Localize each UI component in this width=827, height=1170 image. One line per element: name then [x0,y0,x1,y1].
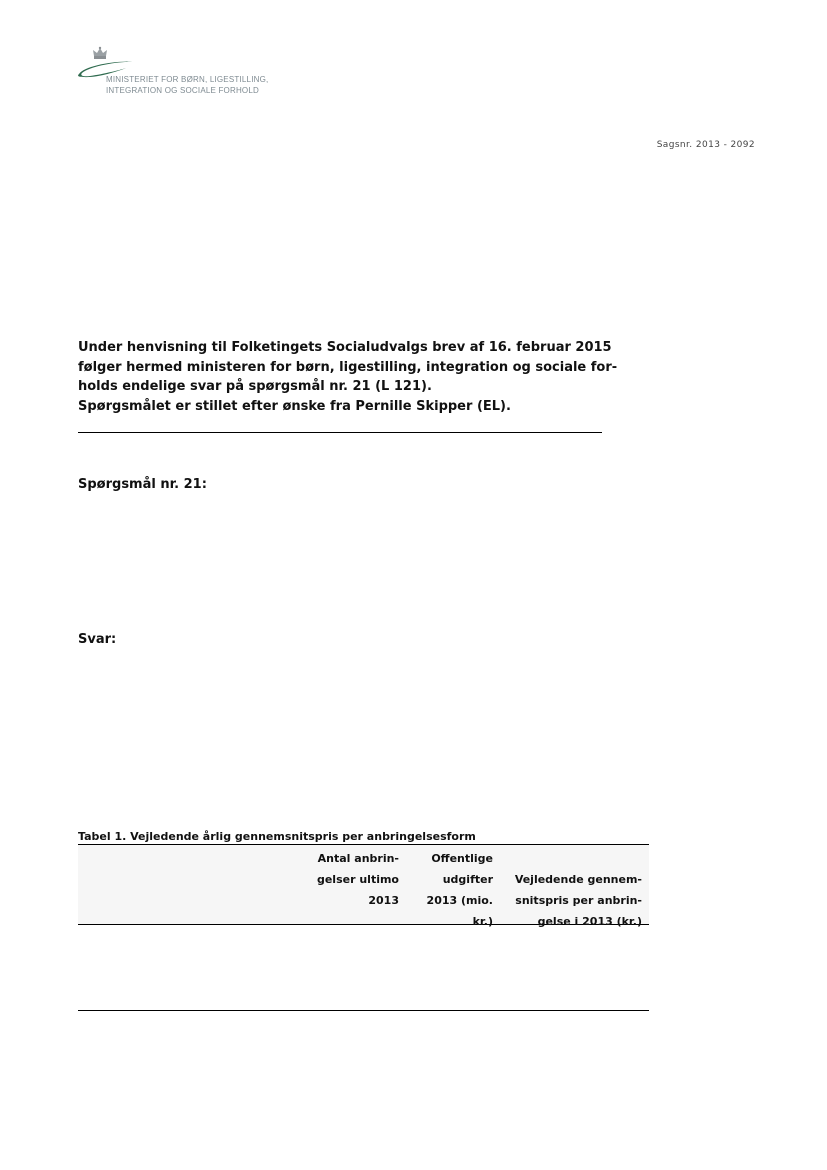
ministry-logo [76,46,276,98]
intro-line: Under henvisning til Folketingets Socialudvalgs brev af 16. februar 2015 [78,340,612,355]
divider [78,432,602,433]
table-bottom-rule [78,1010,649,1011]
header-text: gelser ultimo [316,873,399,886]
table-header-cell [308,845,406,924]
intro-line: Spørgsmålet er stillet efter ønske fra Pernille Skipper (EL). [78,398,511,414]
header-text: Vejledende gennem- [514,873,642,886]
header-text: udgifter [442,873,493,886]
logo-line-2: INTEGRATION OG SOCIALE FORHOLD [106,86,259,95]
intro-line: følger hermed ministeren for børn, ligestilling, integration og sociale for- [78,359,618,375]
header-text: snitspris per anbrin- [515,894,642,907]
table-caption: Tabel 1. Vejledende årlig gennemsnitspris per anbringelsesform [78,830,476,843]
case-number: Sagsnr. 2013 - 2092 [656,140,755,150]
header-text: 2013 [368,894,399,907]
table-header-cell [78,845,308,924]
table-header-cell [500,845,649,928]
table-header-cell [406,845,500,928]
header-text: Antal anbrin- [317,852,399,865]
header-text: kr.) [472,915,493,928]
table-header [78,844,649,928]
header-text: 2013 (mio. [426,894,493,907]
header-text: gelse i 2013 (kr.) [537,915,642,928]
logo-line-1: MINISTERIET FOR BØRN, LIGESTILLING, [106,75,269,84]
intro-paragraph [78,338,618,416]
question-heading: Spørgsmål nr. 21: [78,477,207,492]
answer-heading: Svar: [78,632,117,647]
intro-line: holds endelige svar på spørgsmål nr. 21 (L 121). [78,379,432,394]
header-text: Offentlige [431,852,493,865]
